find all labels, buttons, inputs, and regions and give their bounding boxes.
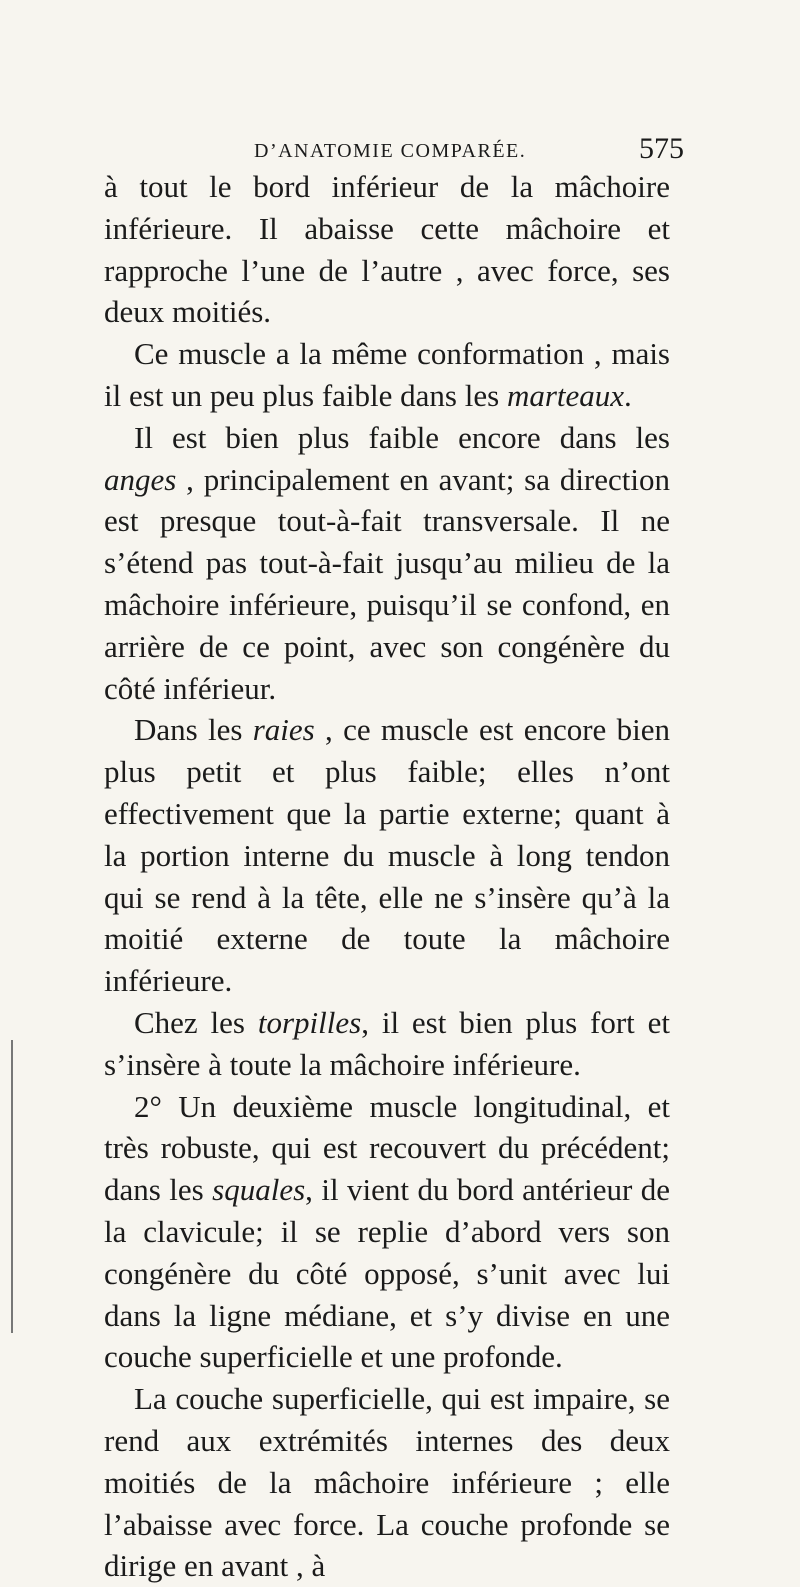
term-squales: squales [212,1172,306,1208]
paragraph-4 [104,709,670,1002]
paragraph-3 [104,417,670,710]
paragraph-4-tail: , ce muscle est encore bien plus petit et plus faible; elles n’ont effectivement que la partie externe; quant à la portion interne du muscle à long tendon qui se rend à la tête, elle ne s’insère qu’à la moitié externe de toute la mâchoire inférieure. [104,712,670,999]
paragraph-6-tail: , il vient du bord antérieur de la clavicule; il se replie d’abord vers son congénère du côté opposé, s’unit avec lui dans la ligne médiane, et s’y divise en une couche superficielle et une profonde. [104,1172,670,1375]
term-raies: raies [252,712,315,748]
paragraph-1: à tout le bord inférieur de la mâchoire inférieure. Il abaisse cette mâchoire et rapproche l’une de l’autre , avec force, ses deux moitiés. [104,169,670,330]
paragraph-3-tail: , principalement en avant; sa direction est presque tout-à-fait transversale. Il ne s’étend pas tout-à-fait jusqu’au milieu de la mâchoire inférieure, puisqu’il se confond, en arrière de ce point, avec son congénère du côté inférieur. [104,461,670,706]
paragraph-7: La couche superficielle, qui est impaire, se rend aux extrémités internes des deux moitiés de la mâchoire inférieure ; elle l’abaisse avec force. La couche profonde se dirige en avant , à [104,1381,670,1584]
paragraph-2 [104,333,670,417]
term-torpilles: torpilles [257,1004,362,1040]
paragraph-5-tail: , il est bien plus fort et s’insère à toute la mâchoire inférieure. [104,1004,671,1082]
paragraph-6 [104,1086,670,1379]
paragraph-4-lead: Dans les [134,712,253,748]
page-edge-shadow [11,1040,13,1333]
running-head: D’ANATOMIE COMPARÉE. [254,140,527,162]
paragraph-3-lead: Il est bien plus faible encore dans les [134,419,670,455]
paragraph-2-tail: . [624,377,632,413]
body-text [104,166,670,1587]
paragraph-5 [104,1002,670,1086]
paragraph-6-lead: 2° Un deuxième muscle longitudinal, et très robuste, qui est recouvert du précédent; dans les [104,1088,670,1208]
term-marteaux: marteaux [506,377,625,413]
paragraph-5-lead: Chez les [134,1004,258,1040]
term-anges: anges [104,461,177,497]
page-number: 575 [639,132,684,165]
paragraph-2-lead: Ce muscle a la même conformation , mais il est un peu plus faible dans les [104,336,670,413]
